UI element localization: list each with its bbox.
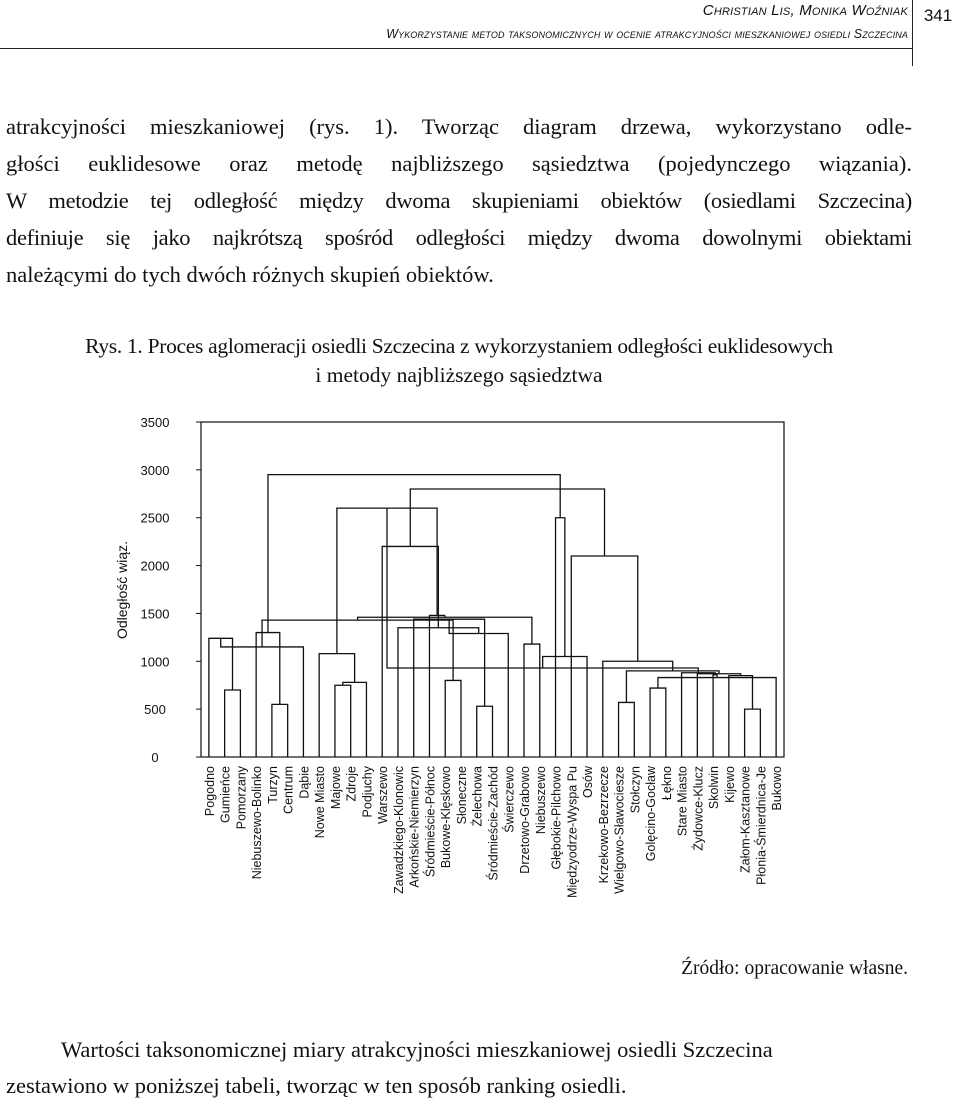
header-running-title: Wykorzystanie metod taksonomicznych w ocenie atrakcyjności mieszkaniowej osiedli Szczecina (386, 27, 908, 41)
leaf-label: Słoneczne (454, 766, 469, 825)
caption-line: Rys. 1. Proces aglomeracji osiedli Szczecina z wykorzystaniem odległości euklidesowych (85, 334, 833, 358)
dendrogram-link (358, 617, 532, 644)
y-tick-label: 3500 (140, 415, 170, 430)
y-tick-label: 3000 (140, 462, 170, 478)
dendrogram-link (414, 619, 485, 757)
paragraph-line: zestawiono w poniższej tabeli, tworząc w ten sposób ranking osiedli. (6, 1073, 627, 1098)
dendrogram-link (387, 508, 698, 673)
y-axis-ticks (141, 415, 201, 765)
dendrogram-link (477, 706, 493, 757)
dendrogram-links (209, 475, 776, 757)
dendrogram-link (256, 633, 280, 757)
leaf-label: Stołczyn (628, 766, 643, 814)
leaf-label: Zawadzkiego-Klonowic (391, 766, 406, 894)
dendrogram-link (225, 690, 241, 757)
y-tick-label: 2500 (140, 510, 170, 526)
leaf-label: Żelechowa (470, 766, 485, 827)
page-number: 341 (923, 6, 953, 25)
leaf-label: Turzyn (265, 766, 280, 804)
dendrogram-link (524, 644, 540, 757)
dendrogram-link (268, 475, 560, 633)
leaf-label: Świerczewo (502, 766, 517, 833)
dendrogram-link (343, 682, 367, 757)
leaf-label: Niebuszewo (533, 766, 548, 835)
leaf-label: Gumieńce (218, 766, 233, 823)
leaf-label: Bukowe-Klęskowo (439, 766, 454, 869)
leaf-label: Majowe (328, 766, 343, 810)
closing-paragraph (6, 1032, 912, 1104)
dendrogram-link (319, 654, 354, 757)
leaf-label: Załom-Kasztanowe (738, 766, 753, 873)
leaf-label: Arkońskie-Niemierzyn (407, 766, 422, 888)
paragraph-line: należącymi do tych dwóch różnych skupień obiektów. (6, 262, 494, 287)
paragraph-line: atrakcyjności mieszkaniowej (rys. 1). Tworząc diagram drzewa, wykorzystano odle- (6, 114, 912, 139)
leaf-label: Śródmieście-Zachód (486, 766, 501, 881)
dendrogram-link (543, 657, 587, 758)
caption-line: i metody najbliższego sąsiedztwa (315, 363, 603, 387)
leaf-label: Międzyodrze-Wyspa Pu (565, 766, 580, 898)
dendrogram-link (449, 619, 508, 757)
leaf-labels (203, 765, 784, 898)
body-paragraph (6, 108, 912, 293)
dendrogram-link (445, 680, 461, 757)
leaf-label: Wielgowo-Sławociesze (612, 766, 627, 894)
leaf-label: Dąbie (297, 766, 312, 799)
dendrogram-link (209, 638, 233, 757)
dendrogram-link (398, 628, 479, 757)
dendrogram-link (682, 673, 715, 757)
dendrogram-link (262, 620, 453, 680)
header-authors: Christian Lis, Monika Woźniak (702, 2, 908, 19)
dendrogram-link (658, 678, 776, 757)
figure-source: Źródło: opracowanie własne. (681, 958, 908, 979)
leaf-label: Podjuchy (360, 766, 375, 818)
dendrogram-link (626, 671, 719, 703)
leaf-label: Zdroje (344, 766, 359, 802)
leaf-label: Warszewo (376, 766, 391, 824)
dendrogram-link (697, 674, 740, 757)
leaf-label: Golęcino-Gocław (644, 766, 659, 862)
y-axis-label: Odległość wiąz. (114, 540, 130, 640)
dendrogram-chart (0, 400, 960, 955)
dendrogram-link (410, 489, 604, 556)
leaf-label: Centrum (281, 766, 296, 814)
leaf-label: Śródmieście-Północ (423, 766, 438, 878)
dendrogram-link (729, 676, 753, 757)
paragraph-line: W metodzie tej odległość między dwoma skupieniami obiektów (osiedlami Szczecina) (6, 188, 912, 213)
dendrogram-link (335, 685, 351, 757)
figure-caption (6, 332, 912, 390)
dendrogram-link (650, 688, 666, 757)
y-tick-label: 1500 (140, 606, 170, 622)
leaf-label: Nowe Miasto (313, 766, 328, 839)
dendrogram-link (556, 518, 565, 757)
leaf-label: Płonia-Śmierdnica-Je (754, 766, 769, 885)
dendrogram-link (429, 615, 444, 757)
leaf-label: Drzetowo-Grabowo (518, 766, 533, 874)
leaf-label: Głębokie-Pilchowo (549, 766, 564, 870)
leaf-label: Pogodno (202, 766, 217, 817)
dendrogram-link (619, 702, 635, 757)
header-vertical-rule (912, 0, 913, 66)
y-tick-label: 500 (144, 702, 166, 718)
dendrogram-link (272, 704, 288, 757)
y-tick-label: 0 (151, 750, 159, 765)
dendrogram-link (713, 675, 717, 757)
dendrogram-link (603, 661, 673, 757)
paragraph-line: definiuje się jako najkrótszą spośród odległości między dwoma dowolnymi obiektami (6, 225, 912, 250)
running-header (0, 0, 960, 60)
leaf-label: Żydowce-Klucz (691, 766, 706, 851)
leaf-label: Kijewo (722, 766, 737, 803)
leaf-label: Skolwin (707, 766, 722, 810)
leaf-label: Łękno (659, 766, 674, 801)
header-rule (0, 48, 912, 49)
leaf-label: Stare Miasto (675, 766, 690, 837)
leaf-label: Krzekowo-Bezrzecze (596, 766, 611, 884)
paragraph-line: Wartości taksonomicznej miary atrakcyjności mieszkaniowej osiedli Szczecina (61, 1037, 773, 1062)
paragraph-line: głości euklidesowe oraz metodę najbliższego sąsiedztwa (pojedynczego wiązania). (6, 151, 912, 176)
y-tick-label: 2000 (140, 558, 170, 574)
y-tick-label: 1000 (140, 654, 170, 670)
dendrogram-link (745, 709, 761, 757)
leaf-label: Pomorzany (234, 766, 249, 830)
leaf-label: Osów (581, 766, 596, 798)
leaf-label: Niebuszewo-Bolinko (250, 766, 265, 880)
leaf-label: Bukowo (770, 766, 785, 811)
